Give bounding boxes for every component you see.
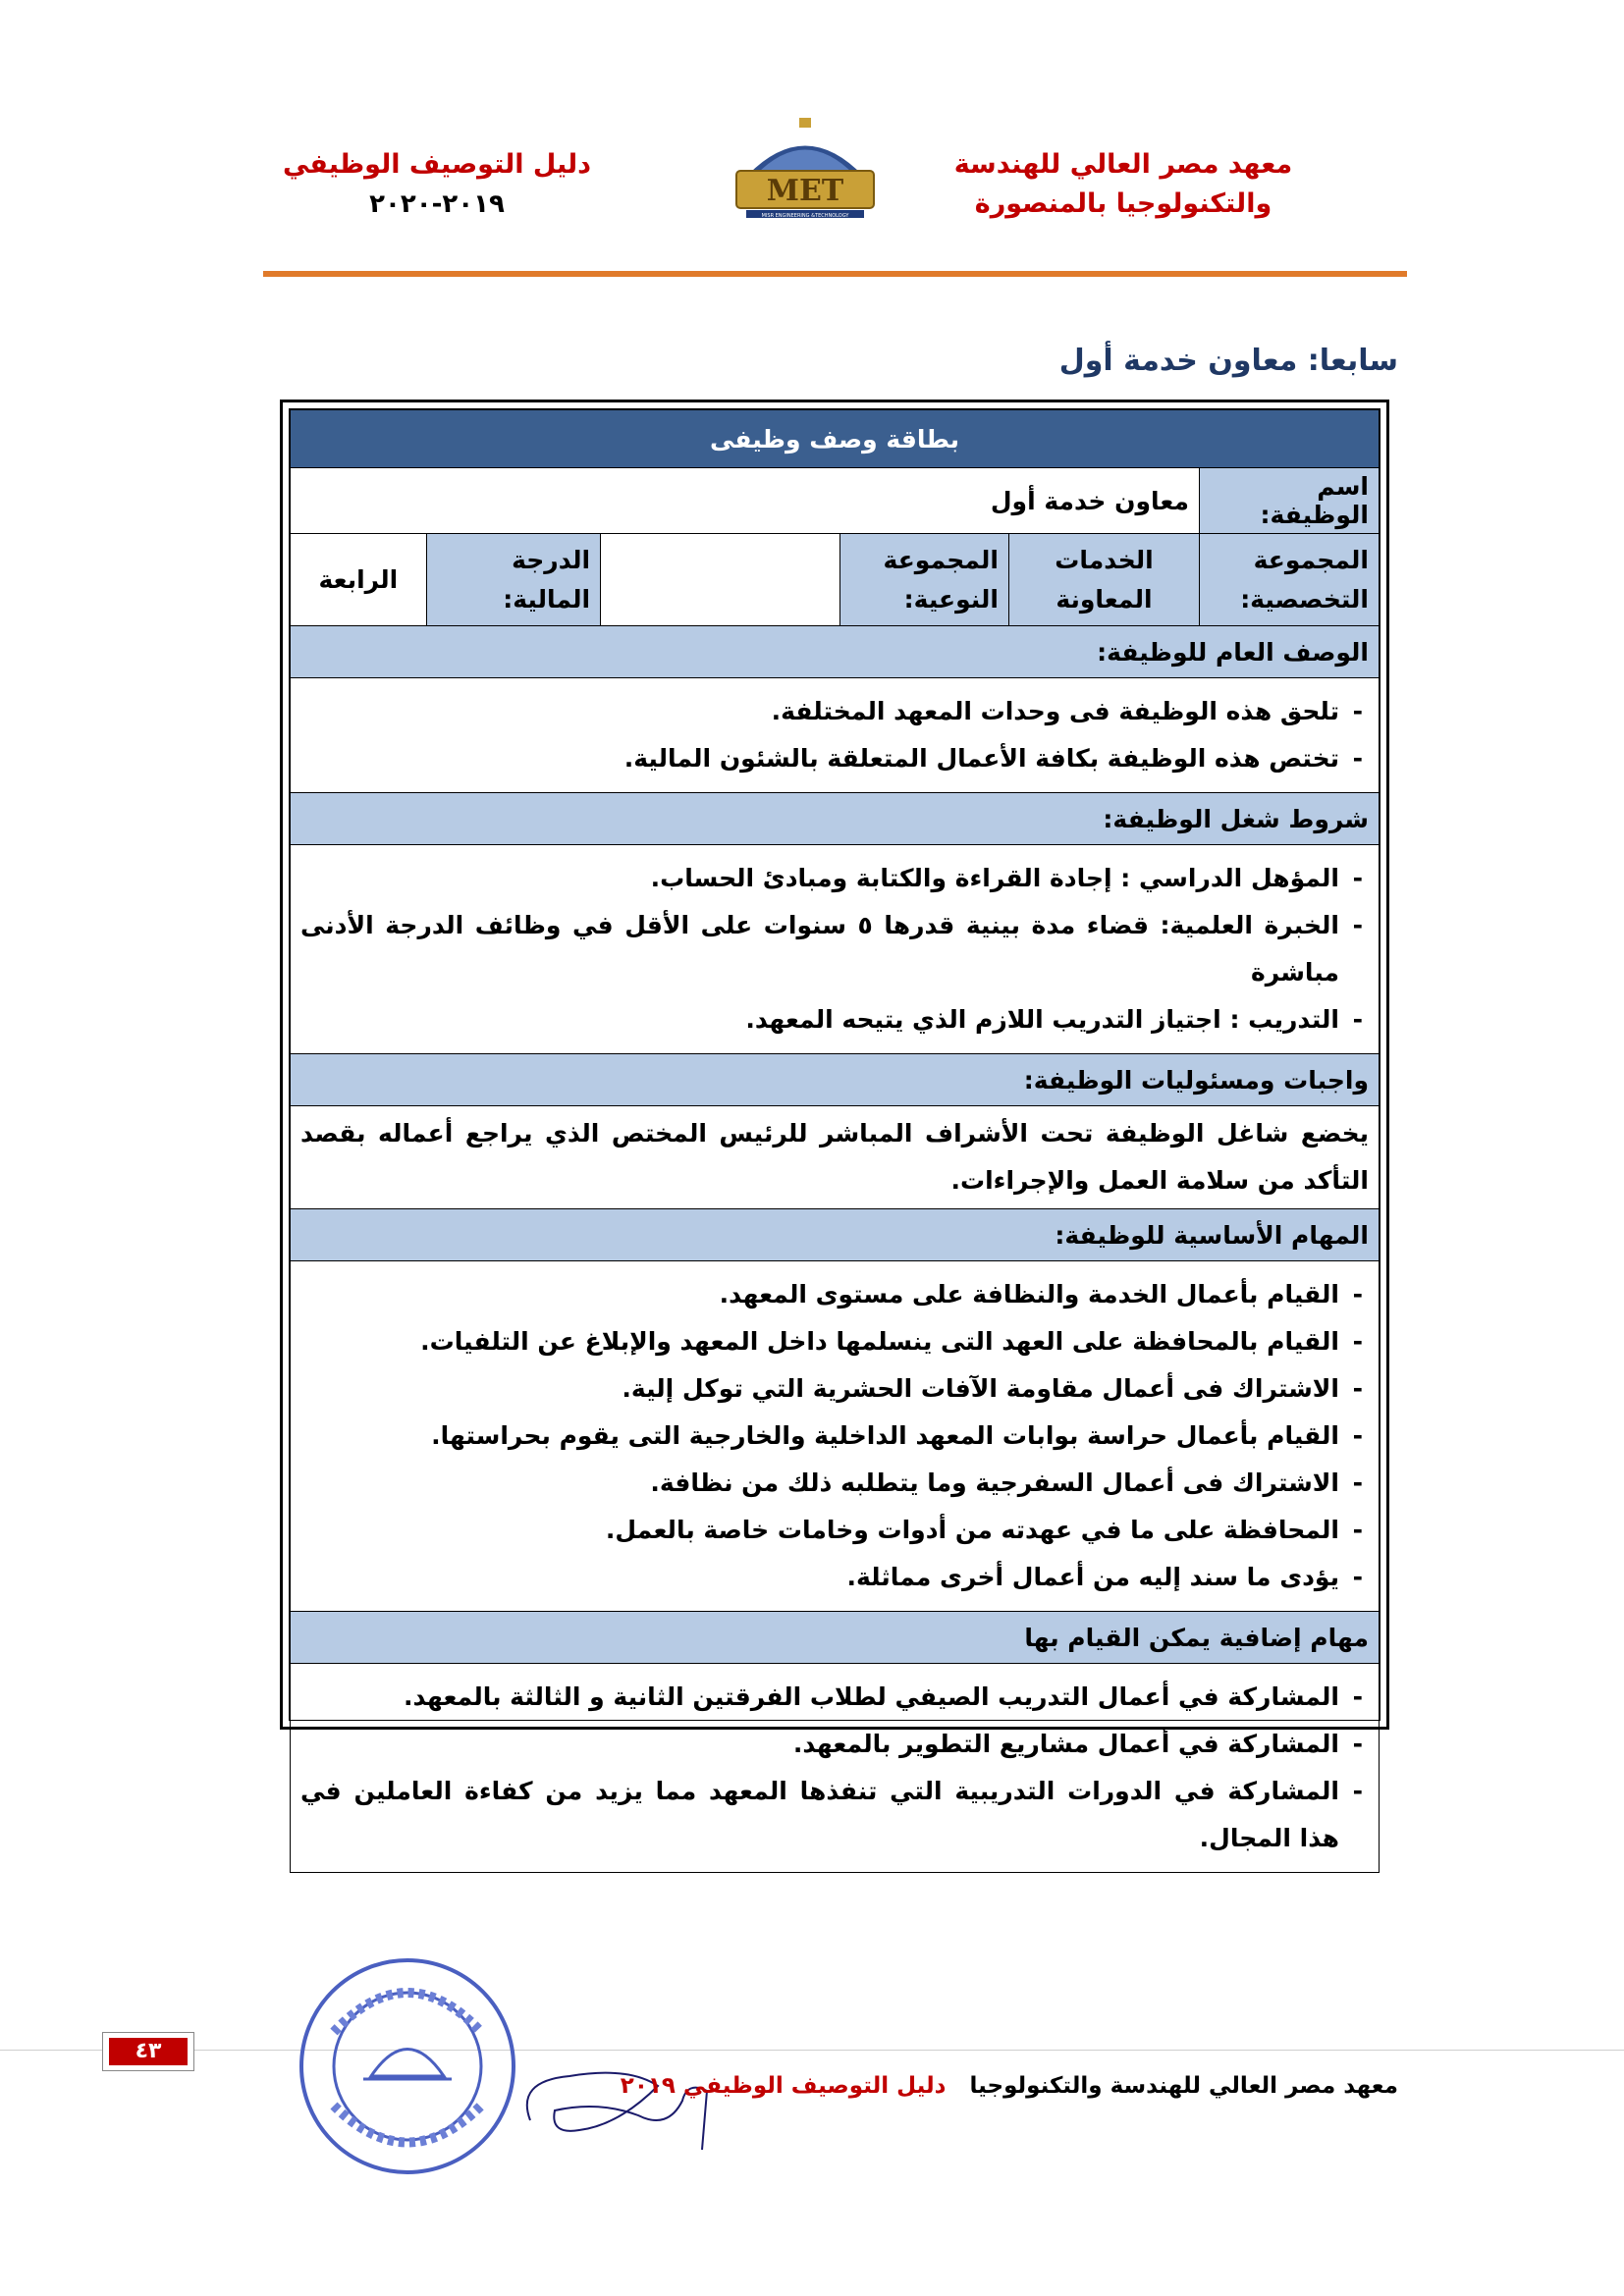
job-name-value: معاون خدمة أول [291,468,1200,534]
extra-tasks-heading: مهام إضافية يمكن القيام بها [291,1612,1380,1664]
institute-name-line2: والتكنولوجيا بالمنصورة [974,188,1272,219]
card-title: بطاقة وصف وظيفى [291,410,1380,468]
guide-title: دليل التوصيف الوظيفي [282,149,592,180]
guide-header [270,145,604,224]
list-item: - الاشتراك فى أعمال مقاومة الآفات الحشرية التي توكل إلية. [300,1365,1369,1413]
logo-subtext: MISR ENGINEERING &TECHNOLOGY [761,213,849,219]
conditions-heading: شروط شغل الوظيفة: [291,793,1380,845]
list-item: - الاشتراك فى أعمال السفرجية وما يتطلبه ذلك من نظافة. [300,1460,1369,1507]
footer-guide: دليل التوصيف الوظيفي ٢٠١٩ [620,2073,947,2099]
qualitative-group-value [601,534,840,626]
list-item: - المؤهل الدراسي : إجادة القراءة والكتابة ومبادئ الحساب. [300,855,1369,902]
list-item: - القيام بأعمال الخدمة والنظافة على مستوى المعهد. [300,1271,1369,1318]
tasks-list [300,1265,1369,1607]
section-title: سابعا: معاون خدمة أول [1058,344,1398,378]
list-item: - المشاركة في الدورات التدريبية التي تنفذها المعهد مما يزيد من كفاءة العاملين في هذا المجال. [300,1768,1369,1862]
duties-heading: واجبات ومسئوليات الوظيفة: [291,1054,1380,1106]
specialized-group-value: الخدمات المعاونة [1008,534,1199,626]
financial-grade-label: الدرجة المالية: [426,534,600,626]
conditions-list [300,849,1369,1049]
list-item: - التدريب : اجتياز التدريب اللازم الذي يتيحه المعهد. [300,996,1369,1043]
list-item: - الخبرة العلمية: قضاء مدة بينية قدرها ٥ سنوات على الأقل في وظائف الدرجة الأدنى مباشرة [300,902,1369,996]
specialized-group-label: المجموعة التخصصية: [1200,534,1380,626]
list-item: - يؤدى ما سند إليه من أعمال أخرى مماثلة. [300,1554,1369,1601]
institute-name-line1: معهد مصر العالي للهندسة [953,149,1293,180]
footer-rule [0,2050,1624,2051]
list-item: - تختص هذه الوظيفة بكافة الأعمال المتعلقة بالشئون المالية. [300,735,1369,782]
institute-header [927,145,1320,224]
job-table [290,409,1380,1873]
general-desc-heading: الوصف العام للوظيفة: [291,626,1380,678]
guide-year: ٢٠١٩-٢٠٢٠ [369,189,505,219]
tasks-heading: المهام الأساسية للوظيفة: [291,1209,1380,1261]
official-stamp-icon [295,1953,520,2179]
general-desc-list [300,682,1369,788]
duties-text: يخضع شاغل الوظيفة تحت الأشراف المباشر للرئيس المختص الذي يراجع أعماله بقصد التأكد من سلامة العمل والإجراءات. [291,1106,1380,1209]
footer-institute: معهد مصر العالي للهندسة والتكنولوجيا [969,2073,1398,2099]
met-logo [727,110,884,228]
job-description-card [280,400,1389,1852]
list-item: - المحافظة على ما في عهدته من أدوات وخامات خاصة بالعمل. [300,1507,1369,1554]
qualitative-group-label: المجموعة النوعية: [840,534,1009,626]
list-item: - تلحق هذه الوظيفة فى وحدات المعهد المختلفة. [300,688,1369,735]
signature-icon [511,2042,736,2160]
footer-text [621,2073,1398,2099]
list-item: - القيام بالمحافظة على العهد التى ينسلمها داخل المعهد والإبلاغ عن التلفيات. [300,1318,1369,1365]
extra-tasks-list [300,1668,1369,1868]
page-number: ٤٣ [109,2038,188,2065]
list-item: - القيام بأعمال حراسة بوابات المعهد الداخلية والخارجية التى يقوم بحراستها. [300,1413,1369,1460]
list-item: - المشاركة في أعمال مشاريع التطوير بالمعهد. [300,1721,1369,1768]
header-divider [263,271,1407,277]
list-item: - المشاركة في أعمال التدريب الصيفي لطلاب الفرقتين الثانية و الثالثة بالمعهد. [300,1674,1369,1721]
logo-text: MET [766,174,844,208]
card-inner-border [289,408,1380,1852]
financial-grade-value: الرابعة [291,534,427,626]
job-name-label: اسم الوظيفة: [1200,468,1380,534]
page-number-box [102,2032,194,2071]
